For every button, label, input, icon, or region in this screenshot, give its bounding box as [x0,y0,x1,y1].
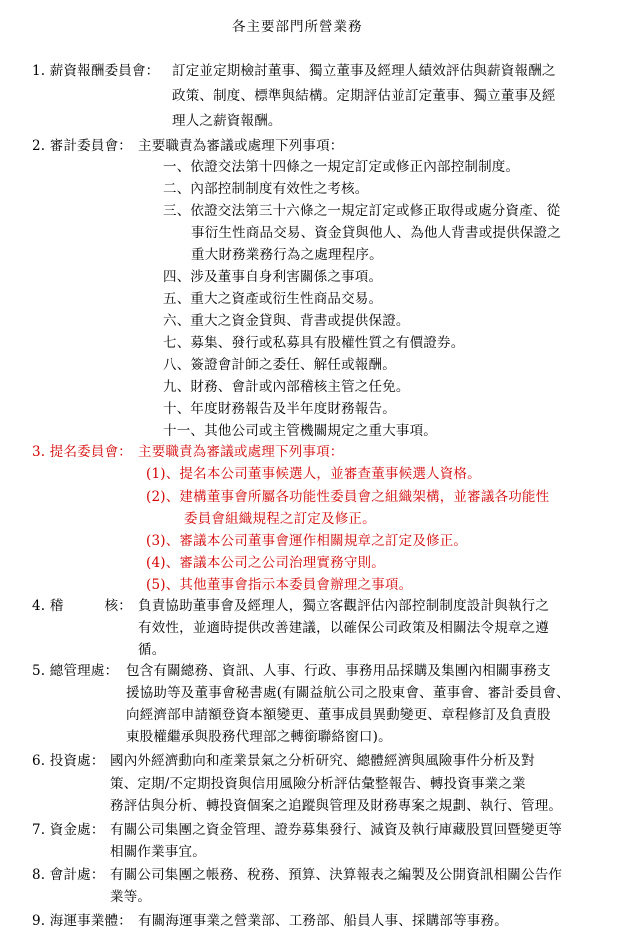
page-title: 各主要部門所營業務 [232,19,363,35]
s4-label: 4. 稽 核： [32,598,132,614]
s6-label: 6. 投資處： [32,753,105,769]
s2-item: 四、涉及董事自身利害關係之事項。 [163,269,383,285]
s2-label: 2. 審計委員會： [32,138,132,154]
s7-line: 相關作業事宜。 [110,844,206,860]
s1-line: 政策、制度、標準與結構。定期評估並訂定董事、獨立董事及經 [172,88,556,104]
s6-line: 務評估與分析、轉投資個案之追蹤與管理及財務專案之規劃、執行、管理。 [110,798,563,814]
s3-item: (5)、其他董事會指示本委員會辦理之事項。 [146,577,413,593]
s8-line: 業等。 [110,889,152,905]
s1-label: 1. 薪資報酬委員會： [32,63,160,79]
s6-line: 策、定期/不定期投資與信用風險分析評估彙整報告、轉投資事業之業 [110,776,526,792]
s1-line: 理人之薪資報酬。 [172,113,282,129]
s9-label: 9. 海運事業體： [32,913,132,929]
s7-line: 有關公司集團之資金管理、證券募集發行、減資及執行庫藏股買回暨變更等 [110,822,563,838]
s3-intro: 主要職責為審議或處理下列事項： [138,444,344,460]
s3-item: (3)、審議本公司董事會運作相關規章之訂定及修正。 [146,533,468,549]
s2-item: 三、依證交法第三十六條之一規定訂定或修正取得或處分資產、從 [163,203,561,219]
s7-label: 7. 資金處： [32,822,105,838]
s8-line: 有關公司集團之帳務、稅務、預算、決算報表之編製及公開資訊相關公告作 [110,867,563,883]
s2-item: 一、依證交法第十四條之一規定訂定或修正內部控制制度。 [163,159,520,175]
s2-item: 六、重大之資金貸與、背書或提供保證。 [163,313,410,329]
s9-line: 有關海運事業之營業部、工務部、船員人事、採購部等事務。 [138,913,508,929]
s5-line: 援協助等及董事會秘書處(有關益航公司之股東會、董事會、審計委員會、 [126,685,570,701]
s2-item-cont: 重大財務業務行為之處理程序。 [191,247,383,263]
s8-label: 8. 會計處： [32,867,105,883]
s3-item-cont: 委員會組織規程之訂定及修正。 [184,511,376,527]
s2-intro: 主要職責為審議或處理下列事項： [138,138,344,154]
s2-item: 十、年度財務報告及半年度財務報告。 [163,401,396,417]
s3-item: (1)、提名本公司董事候選人，並審查董事候選人資格。 [146,466,481,482]
s3-item: (4)、審議本公司之公司治理實務守則。 [146,555,385,571]
s5-line: 東股權繼承與股務代理部之轉銜聯絡窗口)。 [126,729,392,745]
s5-line: 包含有關總務、資訊、人事、行政、事務用品採購及集團內相關事務支 [126,663,551,679]
s4-line: 負責協助董事會及經理人，獨立客觀評估內部控制制度設計與執行之 [138,598,549,614]
s6-line: 國內外經濟動向和產業景氣之分析研究、總體經濟與風險事件分析及對 [110,753,535,769]
s2-item: 九、財務、會計或內部稽核主管之任免。 [163,379,410,395]
s2-item: 十一、其他公司或主管機關規定之重大事項。 [163,423,437,439]
s1-line: 訂定並定期檢討董事、獨立董事及經理人績效評估與薪資報酬之 [172,63,556,79]
s2-item: 七、募集、發行或私募具有股權性質之有價證券。 [163,335,465,351]
s4-line: 有效性，並適時提供改善建議，以確保公司政策及相關法令規章之遵 [138,620,549,636]
s3-label: 3. 提名委員會： [32,444,132,460]
s2-item: 五、重大之資產或衍生性商品交易。 [163,291,383,307]
s2-item: 八、簽證會計師之委任、解任或報酬。 [163,357,396,373]
s2-item-cont: 事衍生性商品交易、資金貸與他人、為他人背書或提供保證之 [191,225,561,241]
s5-line: 向經濟部申請額登資本額變更、董事成員異動變更、章程修訂及負責股 [126,707,551,723]
s4-line: 循。 [138,642,166,658]
s5-label: 5. 總管理處： [32,663,119,679]
s3-item: (2)、建構董事會所屬各功能性委員會之組織架構，並審議各功能性 [146,489,550,505]
s2-item: 二、內部控制制度有效性之考核。 [163,181,369,197]
